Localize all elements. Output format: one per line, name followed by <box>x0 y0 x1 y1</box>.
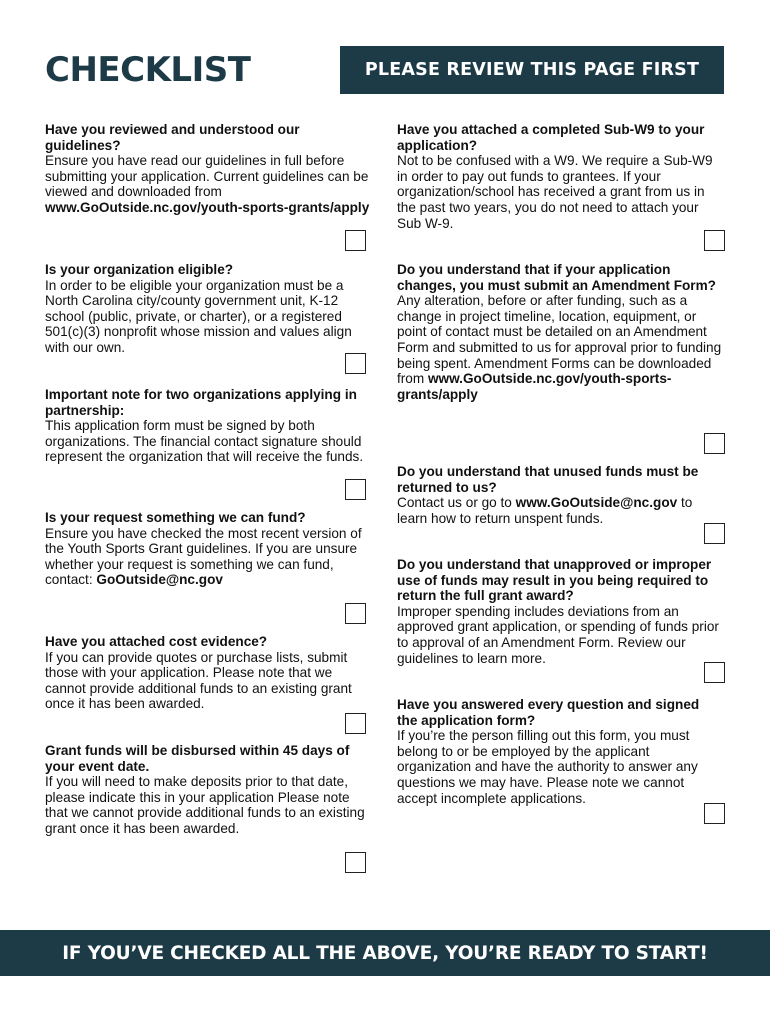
checklist-item-disbursement <box>45 743 371 837</box>
checkbox-fundable[interactable] <box>345 603 366 624</box>
item-answer: If you’re the person filling out this form, you must belong to or be employed by the applicant organization and have the authority to answer any questions we may have. Please note we cannot accept incomplete applications. <box>397 728 698 806</box>
item-question: Have you answered every question and signed the application form? <box>397 697 700 728</box>
checkbox-sub-w9[interactable] <box>704 230 725 251</box>
item-answer: If you will need to make deposits prior to that date, please indicate this in your application Please note that we cannot provide additional funds to an existing grant once it has been awarded. <box>45 774 365 836</box>
item-answer: Not to be confused with a W9. We require a Sub-W9 in order to pay out funds to grantees. If your organization/school has received a grant from us in the past two years, you do not need to attach your Sub W-9. <box>397 153 713 231</box>
item-question: Important note for two organizations applying in partnership: <box>45 387 357 418</box>
checkbox-unused-funds[interactable] <box>704 523 725 544</box>
item-answer: Improper spending includes deviations from an approved grant application, or spending of funds prior to approval of an Amendment Form. Review our guidelines to learn more. <box>397 603 719 666</box>
item-question: Have you attached cost evidence? <box>45 634 268 649</box>
item-question: Have you attached a completed Sub-W9 to your application? <box>397 122 705 153</box>
checkbox-signed-form[interactable] <box>704 803 725 824</box>
checklist-item-fundable <box>45 510 371 588</box>
checkbox-partnership[interactable] <box>345 479 366 500</box>
item-question: Grant funds will be disbursed within 45 days of your event date. <box>45 743 350 774</box>
checklist-item-guidelines <box>45 122 371 216</box>
checklist-item-cost-evidence <box>45 634 371 712</box>
item-answer: Ensure you have checked the most recent version of the Youth Sports Grant guidelines. If you are unsure whether your request is something we can fund, contact: GoOutside@nc.gov <box>45 525 362 588</box>
item-question: Do you understand that unused funds must be returned to us? <box>397 464 699 495</box>
return-funds-link[interactable]: www.GoOutside@nc.gov <box>515 495 678 511</box>
ready-to-start-banner: IF YOU’VE CHECKED ALL THE ABOVE, YOU’RE READY TO START! <box>0 930 770 976</box>
checklist-item-unused-funds <box>397 464 723 526</box>
checkbox-improper-use[interactable] <box>704 662 725 683</box>
item-question: Is your request something we can fund? <box>45 510 306 525</box>
checklist-item-eligibility <box>45 262 371 356</box>
checklist-item-partnership <box>45 387 371 465</box>
guidelines-link[interactable]: www.GoOutside.nc.gov/youth-sports-grants/apply <box>45 199 370 215</box>
checklist-item-improper-use <box>397 557 723 666</box>
item-question: Is your organization eligible? <box>45 262 234 277</box>
review-banner: PLEASE REVIEW THIS PAGE FIRST <box>340 46 724 94</box>
checklist-item-signed-form <box>397 697 723 806</box>
amendment-forms-link[interactable]: www.GoOutside.nc.gov/youth-sports-grants/apply <box>397 371 672 402</box>
page-title: CHECKLIST <box>45 50 251 90</box>
item-question: Have you reviewed and understood our guidelines? <box>45 122 300 153</box>
checklist-item-sub-w9 <box>397 122 723 231</box>
checkbox-disbursement[interactable] <box>345 852 366 873</box>
item-question: Do you understand that unapproved or improper use of funds may result in you being required to return the full grant award? <box>397 557 712 604</box>
item-answer: If you can provide quotes or purchase lists, submit those with your application. Please note that we cannot provide additional funds to an existing grant once it has been awarded. <box>45 649 352 712</box>
item-answer: Contact us or go to www.GoOutside@nc.gov to learn how to return unspent funds. <box>397 495 693 526</box>
item-answer: In order to be eligible your organization must be a North Carolina city/county government unit, K-12 school (public, private, or charter), or a registered 501(c)(3) nonprofit whose mission and values align with our own. <box>45 277 352 355</box>
item-answer: Ensure you have read our guidelines in full before submitting your application. Current guidelines can be viewed and downloaded from www.GoOutside.nc.gov/youth-sports-grants/apply <box>45 153 370 215</box>
checkbox-cost-evidence[interactable] <box>345 713 366 734</box>
item-answer: Any alteration, before or after funding, such as a change in project timeline, location, equipment, or point of contact must be detailed on an Amendment Form and submitted to us for approval prior to funding being spent. Amendment Forms can be downloaded from www.GoOutside.nc.gov/youth-sports-grants/apply <box>397 293 722 402</box>
contact-email-link[interactable]: GoOutside@nc.gov <box>96 572 223 588</box>
item-question: Do you understand that if your application changes, you must submit an Amendment Form? <box>397 262 716 293</box>
item-answer: This application form must be signed by both organizations. The financial contact signature should represent the organization that will receive the funds. <box>45 418 364 465</box>
checkbox-amendment[interactable] <box>704 433 725 454</box>
checkbox-eligibility[interactable] <box>345 353 366 374</box>
checkbox-guidelines[interactable] <box>345 230 366 251</box>
checklist-item-amendment <box>397 262 723 402</box>
